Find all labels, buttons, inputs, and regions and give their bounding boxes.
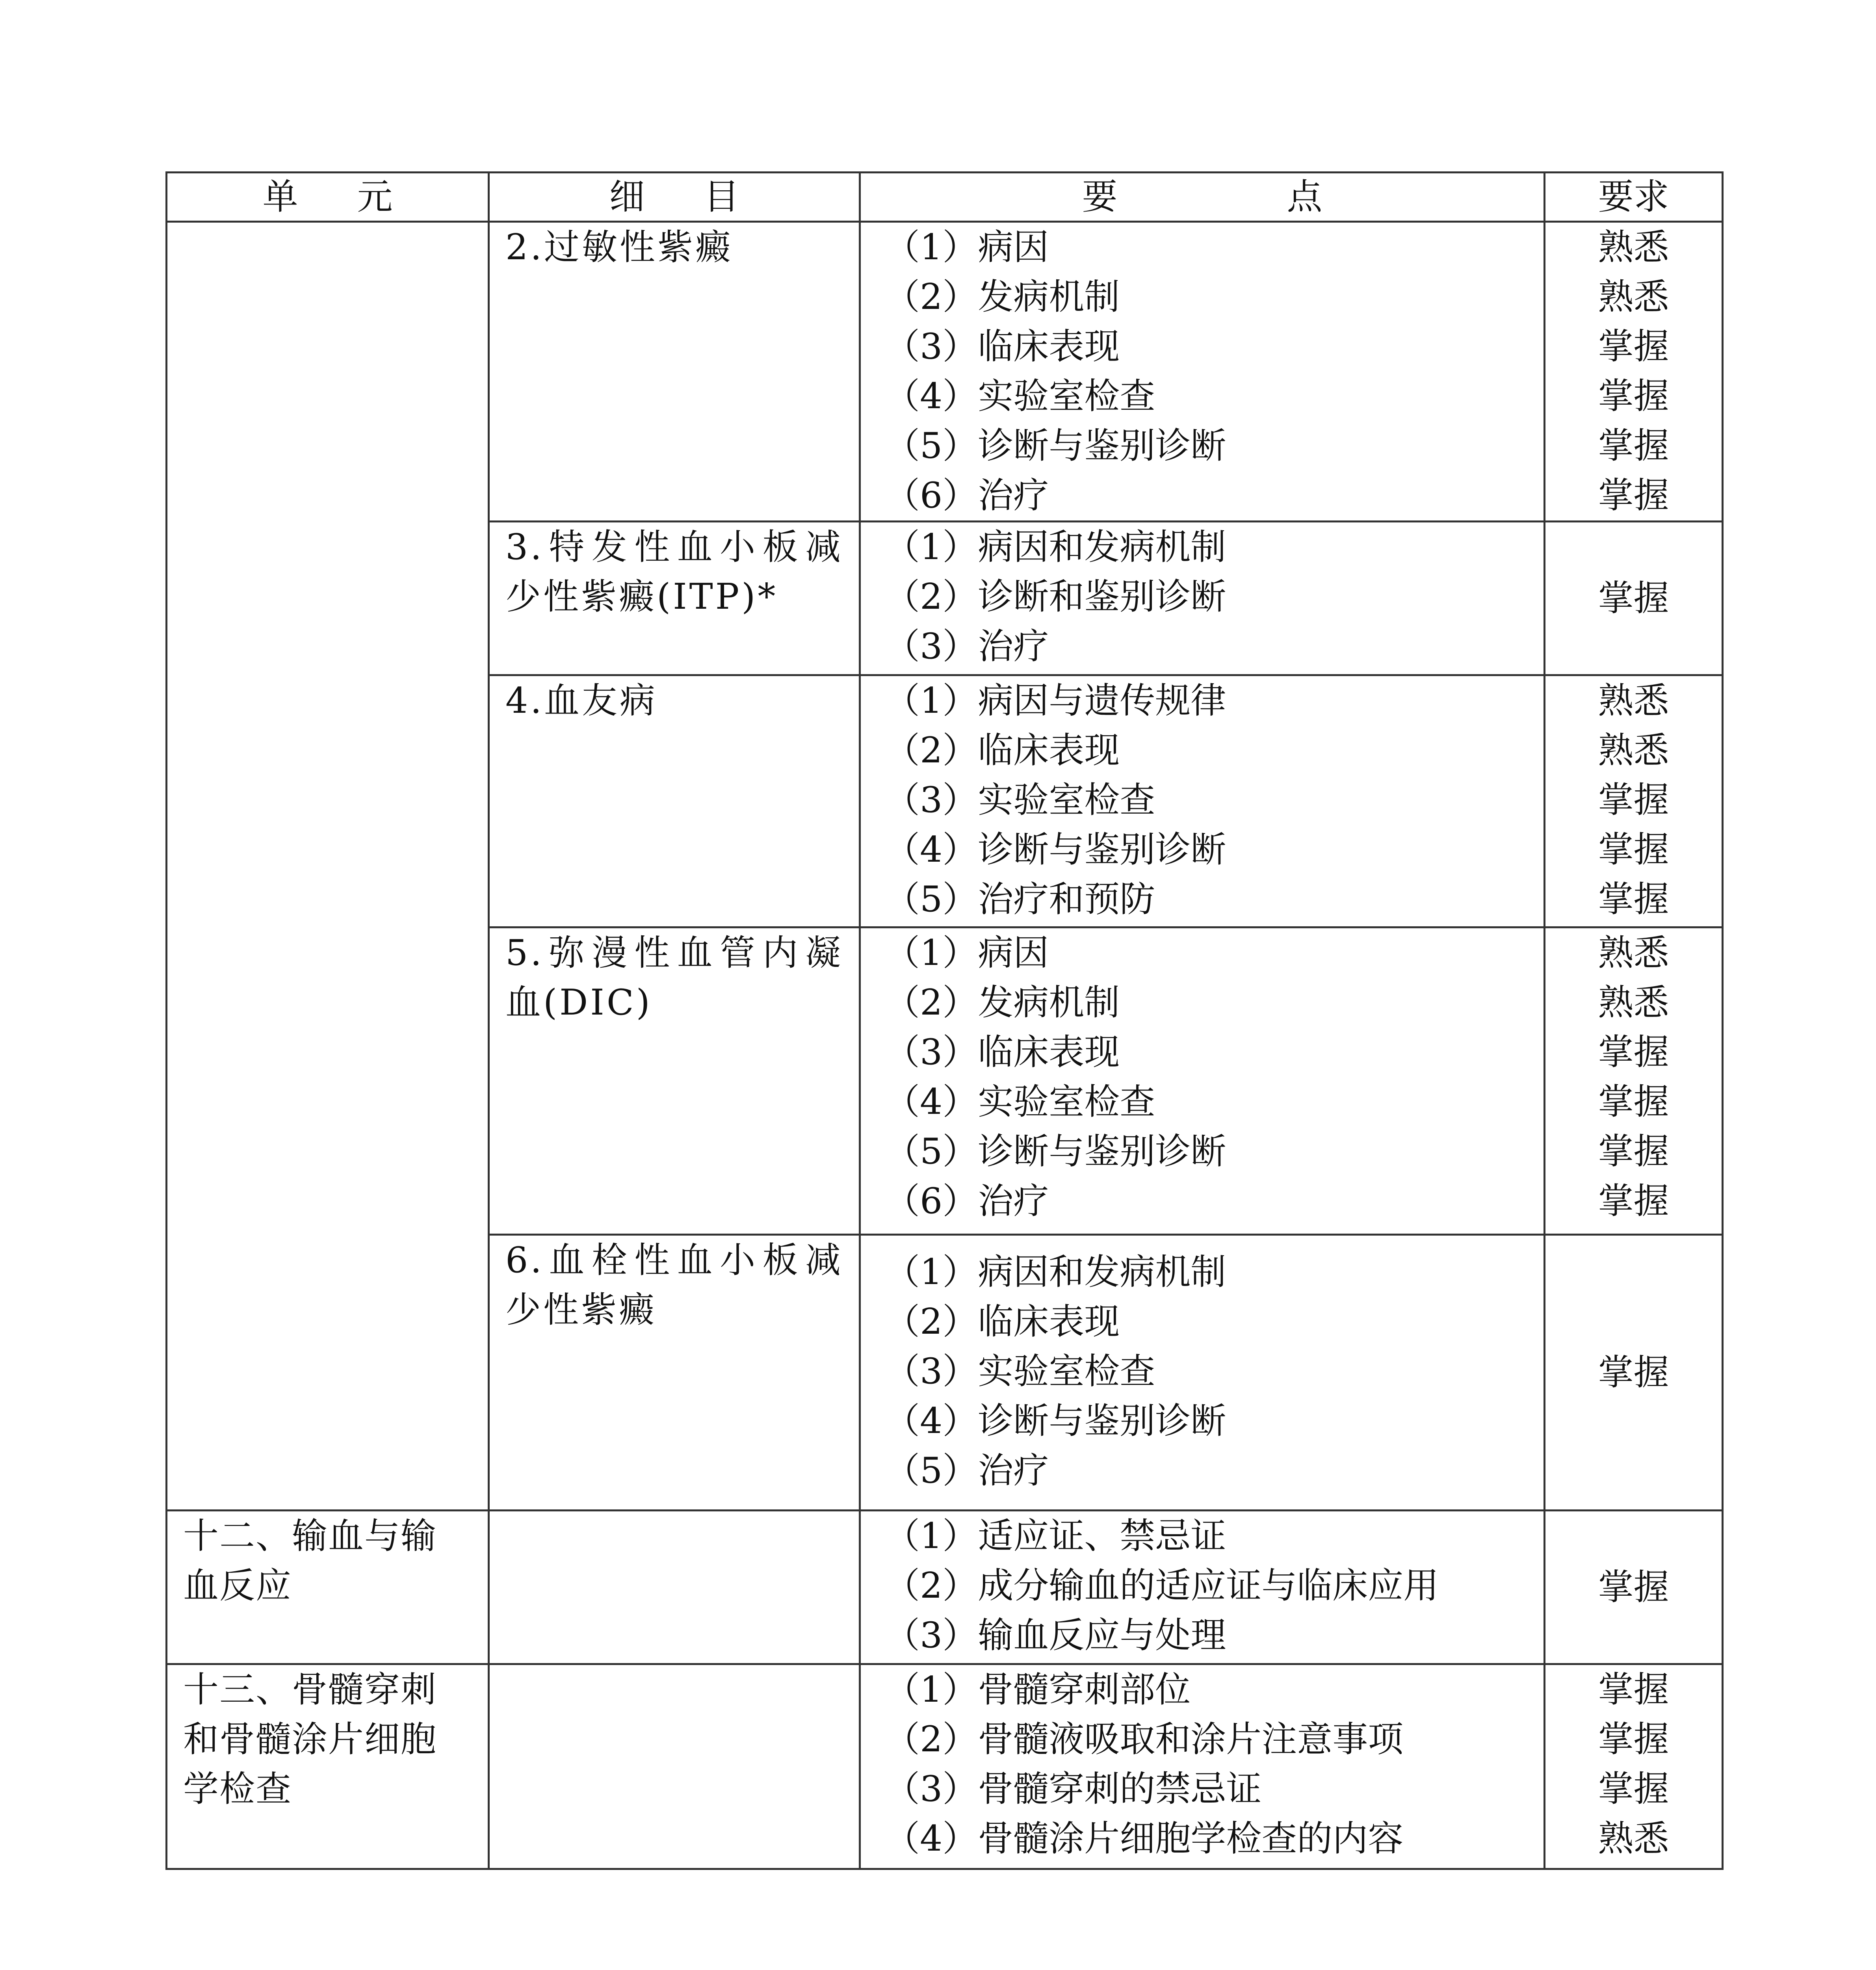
points-cell xyxy=(860,1511,1545,1664)
point-item: （3）输血反应与处理 xyxy=(884,1615,1226,1656)
point-item: （2）骨髓液吸取和涂片注意事项 xyxy=(884,1719,1404,1760)
requirement-item: 掌握 xyxy=(1598,1351,1669,1393)
requirement-item: 掌握 xyxy=(1598,1719,1669,1760)
points-cell xyxy=(860,1664,1545,1869)
point-item: （1）病因和发病机制 xyxy=(884,1251,1226,1293)
requirement-item: 熟悉 xyxy=(1598,227,1669,268)
requirement-cell xyxy=(1545,927,1723,1235)
requirement-cell xyxy=(1545,1235,1723,1511)
requirement-cell xyxy=(1545,522,1723,675)
requirement-item: 掌握 xyxy=(1598,1180,1669,1222)
requirement-item: 掌握 xyxy=(1598,375,1669,417)
points-cell xyxy=(860,522,1545,675)
point-item: （3）临床表现 xyxy=(884,326,1120,367)
unit-cell: 十二、输血与输血反应 xyxy=(167,1511,489,1664)
requirement-item: 熟悉 xyxy=(1598,982,1669,1023)
detail-cell: 3.特发性血小板减少性紫癜(ITP)* xyxy=(489,522,860,675)
points-cell xyxy=(860,675,1545,927)
point-item: （4）实验室检查 xyxy=(884,375,1155,417)
point-item: （5）治疗和预防 xyxy=(884,879,1155,920)
table-header-row xyxy=(167,173,1723,222)
point-item: （5）治疗 xyxy=(884,1450,1049,1491)
detail-cell-empty xyxy=(489,1511,860,1664)
detail-cell: 2.过敏性紫癜 xyxy=(489,222,860,522)
header-requirement: 要求 xyxy=(1545,173,1723,222)
point-item: （2）诊断和鉴别诊断 xyxy=(884,576,1226,617)
requirement-item: 掌握 xyxy=(1598,1768,1669,1810)
detail-cell: 5.弥漫性血管内凝血(DIC) xyxy=(489,927,860,1235)
detail-cell: 4.血友病 xyxy=(489,675,860,927)
requirement-item: 掌握 xyxy=(1598,1566,1669,1608)
requirement-item: 熟悉 xyxy=(1598,932,1669,974)
requirement-cell xyxy=(1545,1511,1723,1664)
requirement-item: 掌握 xyxy=(1598,829,1669,870)
point-item: （2）发病机制 xyxy=(884,276,1120,318)
requirement-item: 掌握 xyxy=(1598,1131,1669,1172)
table-row xyxy=(167,222,1723,522)
point-item: （1）骨髓穿刺部位 xyxy=(884,1669,1191,1710)
point-item: （1）病因与遗传规律 xyxy=(884,680,1226,721)
requirement-item: 掌握 xyxy=(1598,1669,1669,1710)
requirement-cell xyxy=(1545,222,1723,522)
point-item: （2）临床表现 xyxy=(884,730,1120,771)
point-item: （5）诊断与鉴别诊断 xyxy=(884,1131,1226,1172)
point-item: （6）治疗 xyxy=(884,475,1049,516)
requirement-item: 熟悉 xyxy=(1598,680,1669,721)
header-unit: 单元 xyxy=(167,173,489,222)
requirement-item: 掌握 xyxy=(1598,879,1669,920)
point-item: （3）骨髓穿刺的禁忌证 xyxy=(884,1768,1262,1810)
points-cell xyxy=(860,1235,1545,1511)
point-item: （3）临床表现 xyxy=(884,1031,1120,1073)
point-item: （4）诊断与鉴别诊断 xyxy=(884,829,1226,870)
syllabus-table xyxy=(165,171,1724,1870)
requirement-cell xyxy=(1545,1664,1723,1869)
unit-cell-empty xyxy=(167,222,489,1511)
points-cell xyxy=(860,222,1545,522)
point-item: （3）实验室检查 xyxy=(884,1351,1155,1392)
requirement-item: 熟悉 xyxy=(1598,730,1669,771)
point-item: （5）诊断与鉴别诊断 xyxy=(884,425,1226,466)
table-row xyxy=(167,1664,1723,1869)
table-row xyxy=(167,1511,1723,1664)
requirement-item: 掌握 xyxy=(1598,326,1669,367)
requirement-item: 熟悉 xyxy=(1598,1818,1669,1859)
point-item: （3）实验室检查 xyxy=(884,779,1155,821)
detail-cell: 6.血栓性血小板减少性紫癜 xyxy=(489,1235,860,1511)
point-item: （6）治疗 xyxy=(884,1180,1049,1222)
point-item: （2）发病机制 xyxy=(884,982,1120,1023)
requirement-cell xyxy=(1545,675,1723,927)
point-item: （4）诊断与鉴别诊断 xyxy=(884,1400,1226,1442)
points-cell xyxy=(860,927,1545,1235)
point-item: （2）临床表现 xyxy=(884,1301,1120,1342)
requirement-item: 熟悉 xyxy=(1598,276,1669,318)
requirement-item: 掌握 xyxy=(1598,779,1669,821)
point-item: （1）适应证、禁忌证 xyxy=(884,1515,1226,1557)
header-points: 要点 xyxy=(860,173,1545,222)
point-item: （2）成分输血的适应证与临床应用 xyxy=(884,1565,1439,1606)
unit-cell: 十三、骨髓穿刺和骨髓涂片细胞学检查 xyxy=(167,1664,489,1869)
requirement-item: 掌握 xyxy=(1598,475,1669,516)
point-item: （4）实验室检查 xyxy=(884,1081,1155,1123)
point-item: （1）病因 xyxy=(884,227,1049,268)
requirement-item: 掌握 xyxy=(1598,1081,1669,1123)
requirement-item: 掌握 xyxy=(1598,1031,1669,1073)
point-item: （3）治疗 xyxy=(884,626,1049,667)
requirement-item: 掌握 xyxy=(1598,577,1669,619)
detail-cell-empty xyxy=(489,1664,860,1869)
point-item: （1）病因 xyxy=(884,932,1049,974)
header-detail: 细目 xyxy=(489,173,860,222)
point-item: （4）骨髓涂片细胞学检查的内容 xyxy=(884,1818,1404,1859)
requirement-item: 掌握 xyxy=(1598,425,1669,466)
point-item: （1）病因和发病机制 xyxy=(884,526,1226,568)
